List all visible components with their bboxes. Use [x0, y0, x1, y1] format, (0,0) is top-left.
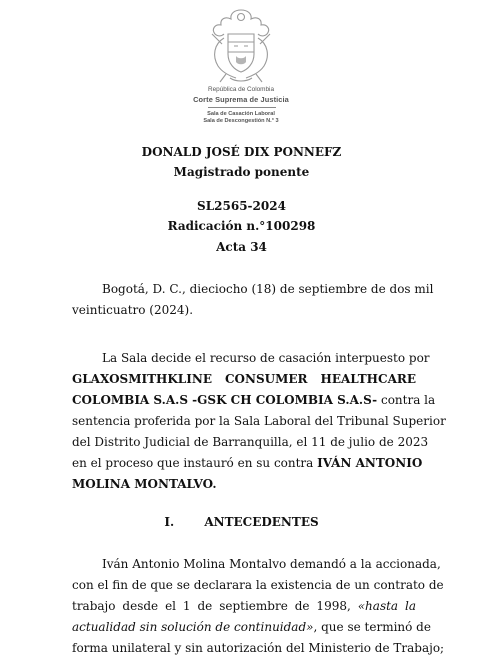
bg-line-4 [72, 617, 431, 638]
intro-line-3 [72, 390, 436, 411]
seal-office: Sala de Descongestión N.° 3 [203, 118, 279, 124]
minutes-number: Acta 34 [216, 240, 267, 254]
date-line-1: Bogotá, D. C., dieciocho (18) de septiembre de dos mil [102, 282, 434, 296]
date-paragraph [72, 279, 434, 321]
bg-quote-start: «hasta la [357, 599, 416, 613]
bg-quote-end: actualidad sin solución de continuidad» [72, 620, 314, 634]
bg-line-3 [72, 596, 416, 617]
intro-line-3-rest: contra la [377, 393, 436, 407]
magistrate-role: Magistrado ponente [173, 165, 310, 179]
seal-republic: República de Colombia [207, 86, 275, 93]
section-number: I. [164, 515, 175, 529]
intro-line-4: sentencia proferida por la Sala Laboral del Tribunal Superior [72, 414, 446, 428]
background-paragraph [72, 554, 445, 659]
party-appellant-name: GLAXOSMITHKLINE CONSUMER HEALTHCARE [72, 372, 416, 386]
bg-line-5: forma unilateral y sin autorización del Ministerio de Trabajo; [72, 641, 445, 655]
seal-divider [208, 107, 276, 108]
bg-line-3-text: trabajo desde el 1 de septiembre de 1998, [72, 599, 358, 613]
ruling-number: SL2565-2024 [197, 199, 286, 213]
filing-number: Radicación n.°100298 [167, 219, 316, 233]
party-claimant-first: IVÁN ANTONIO [317, 456, 423, 470]
seal-court: Corte Suprema de Justicia [193, 95, 289, 104]
intro-line-5: del Distrito Judicial de Barranquilla, el 11 de julio de 2023 [72, 435, 429, 449]
bg-line-2: con el fin de que se declarara la existencia de un contrato de [72, 578, 444, 592]
date-line-2: veinticuatro (2024). [72, 303, 194, 317]
intro-paragraph [72, 348, 446, 495]
party-appellant-abbr: COLOMBIA S.A.S -GSK CH COLOMBIA S.A.S- [72, 393, 378, 407]
magistrate-name: DONALD JOSÉ DIX PONNEFZ [141, 145, 342, 159]
section-title: ANTECEDENTES [204, 515, 319, 529]
bg-line-4-rest: , que se terminó de [313, 620, 431, 634]
party-claimant-last: MOLINA MONTALVO. [72, 477, 217, 491]
intro-line-6 [72, 453, 423, 474]
bg-line-1: Iván Antonio Molina Montalvo demandó a la accionada, [102, 557, 441, 571]
section-heading [0, 515, 483, 529]
intro-line-6-text: en el proceso que instauró en su contra [72, 456, 318, 470]
coat-of-arms-icon [200, 4, 282, 88]
seal-chamber: Sala de Casación Laboral [207, 111, 275, 117]
intro-line-1: La Sala decide el recurso de casación interpuesto por [102, 351, 430, 365]
